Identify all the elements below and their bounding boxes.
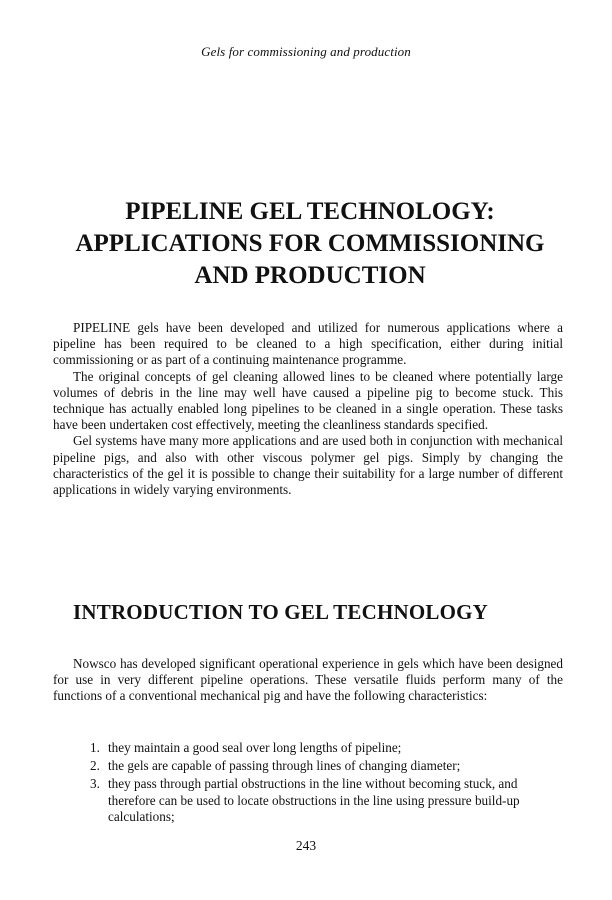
page-title: [60, 196, 560, 292]
intro-paragraph-3: Gel systems have many more applications and are used both in conjunction with mechanical pipeline pigs, and also with other viscous polymer gel pigs. Simply by changing the characteristics of the gel it is possible to change their suitability for a large number of different applications in widely varying environments.: [53, 433, 563, 498]
list-item: [90, 776, 563, 825]
list-item-number: 1.: [90, 740, 100, 755]
title-line-1: PIPELINE GEL TECHNOLOGY:: [125, 198, 495, 225]
list-item-number: 3.: [90, 776, 100, 792]
intro-paragraph-2: The original concepts of gel cleaning allowed lines to be cleaned where potentially large volumes of debris in the line may well have caused a pipeline pig to become stuck. This technique has actually enabled long pipelines to be cleaned in a single operation. These tasks have been undertaken cost effectively, meeting the cleanliness standards specified.: [53, 368, 563, 433]
intro-paragraph-1: PIPELINE gels have been developed and utilized for numerous applications where a pipeline has been required to be cleaned to a high specification, either during initial commissioning or as part of a continuing maintenance programme.: [53, 320, 563, 368]
title-line-2: APPLICATIONS FOR COMMISSIONING: [75, 230, 545, 257]
list-item: [90, 740, 563, 756]
intro-text: [53, 320, 563, 498]
list-item-number: 2.: [90, 758, 100, 774]
list-item: [90, 758, 563, 774]
section-heading: INTRODUCTION TO GEL TECHNOLOGY: [73, 600, 489, 624]
section-text: [53, 656, 563, 705]
section-paragraph: Nowsco has developed significant operational experience in gels which have been designed for use in very different pipeline operations. These versatile fluids perform many of the functions of a conventional mechanical pig and have the following characteristics:: [53, 656, 563, 704]
page-number: 243: [295, 838, 317, 853]
running-head: Gels for commissioning and production: [201, 44, 411, 59]
list-item-text: the gels are capable of passing through lines of changing diameter;: [108, 758, 461, 774]
list-item-text: they pass through partial obstructions in the line without becoming stuck, and therefore can be used to locate obstructions in the line using pressure build-up calculations;: [108, 776, 520, 824]
list-item-text: they maintain a good seal over long lengths of pipeline;: [108, 740, 402, 755]
title-line-3: AND PRODUCTION: [194, 262, 426, 289]
characteristics-list: [90, 740, 563, 827]
